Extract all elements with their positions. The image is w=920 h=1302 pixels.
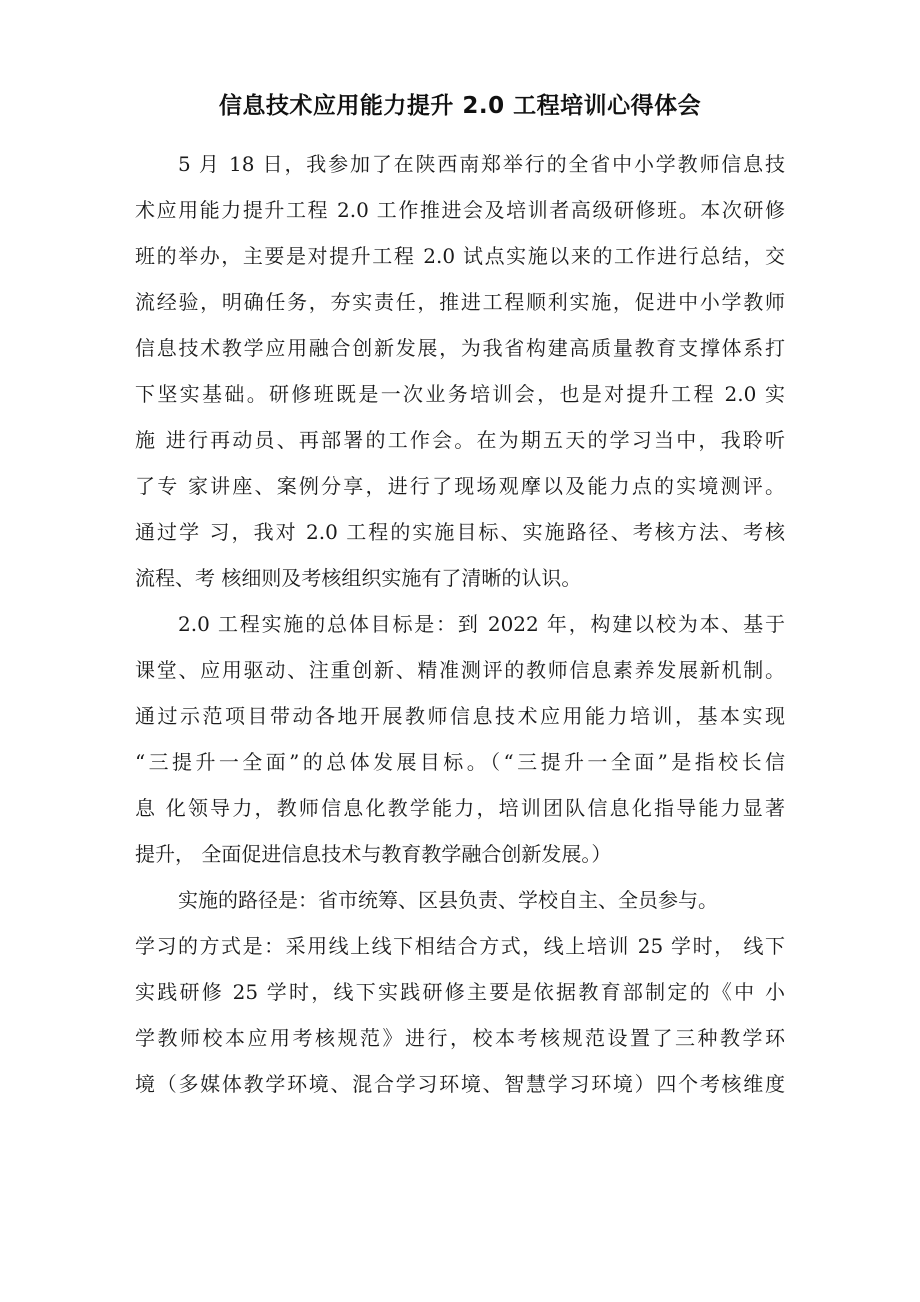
paragraph-line: 通过学 习，我对 2.0 工程的实施目标、实施路径、考核方法、考核 <box>135 520 785 544</box>
paragraph-line: 流经验，明确任务，夯实责任，推进工程顺利实施，促进中小学教师 <box>135 290 785 314</box>
paragraph-line: 班的举办，主要是对提升工程 2.0 试点实施以来的工作进行总结，交 <box>135 244 785 268</box>
paragraph-line: 境（多媒体教学环境、混合学习环境、智慧学习环境）四个考核维度 <box>135 1072 785 1096</box>
paragraph-line: “三提升一全面”的总体发展目标。（“三提升一全面”是指校长信 <box>135 750 785 774</box>
paragraph-line: 流程、考 核细则及考核组织实施有了清晰的认识。 <box>135 566 582 590</box>
paragraph-line: 课堂、应用驱动、注重创新、精准测评的教师信息素养发展新机制。 <box>135 658 785 682</box>
paragraph-line: 实践研修 25 学时，线下实践研修主要是依据教育部制定的《中 小 <box>135 980 785 1004</box>
paragraph-line: 术应用能力提升工程 2.0 工作推进会及培训者高级研修班。本次研修 <box>135 198 785 222</box>
paragraph-line: 息 化领导力，教师信息化教学能力，培训团队信息化指导能力显著 <box>135 796 785 820</box>
paragraph-line: 提升， 全面促进信息技术与教育教学融合创新发展。） <box>135 842 612 866</box>
paragraph-line: 实施的路径是：省市统筹、区县负责、学校自主、全员参与。 <box>178 888 718 912</box>
paragraph-line: 下坚实基础。研修班既是一次业务培训会，也是对提升工程 2.0 实 <box>135 382 785 406</box>
paragraph-line: 学教师校本应用考核规范》进行，校本考核规范设置了三种教学环 <box>135 1026 785 1050</box>
document-title: 信息技术应用能力提升 2.0 工程培训心得体会 <box>218 93 702 119</box>
paragraph-line: 2.0 工程实施的总体目标是：到 2022 年，构建以校为本、基于 <box>178 612 785 636</box>
paragraph-line: 信息技术教学应用融合创新发展，为我省构建高质量教育支撑体系打 <box>135 336 785 360</box>
paragraph-line: 学习的方式是：采用线上线下相结合方式，线上培训 25 学时， 线下 <box>135 934 785 958</box>
paragraph-line: 通过示范项目带动各地开展教师信息技术应用能力培训，基本实现 <box>135 704 785 728</box>
paragraph-line: 施 进行再动员、再部署的工作会。在为期五天的学习当中，我聆听 <box>135 428 785 452</box>
paragraph-line: 5 月 18 日，我参加了在陕西南郑举行的全省中小学教师信息技 <box>178 152 785 176</box>
paragraph-line: 了专 家讲座、案例分享，进行了现场观摩以及能力点的实境测评。 <box>135 474 785 498</box>
